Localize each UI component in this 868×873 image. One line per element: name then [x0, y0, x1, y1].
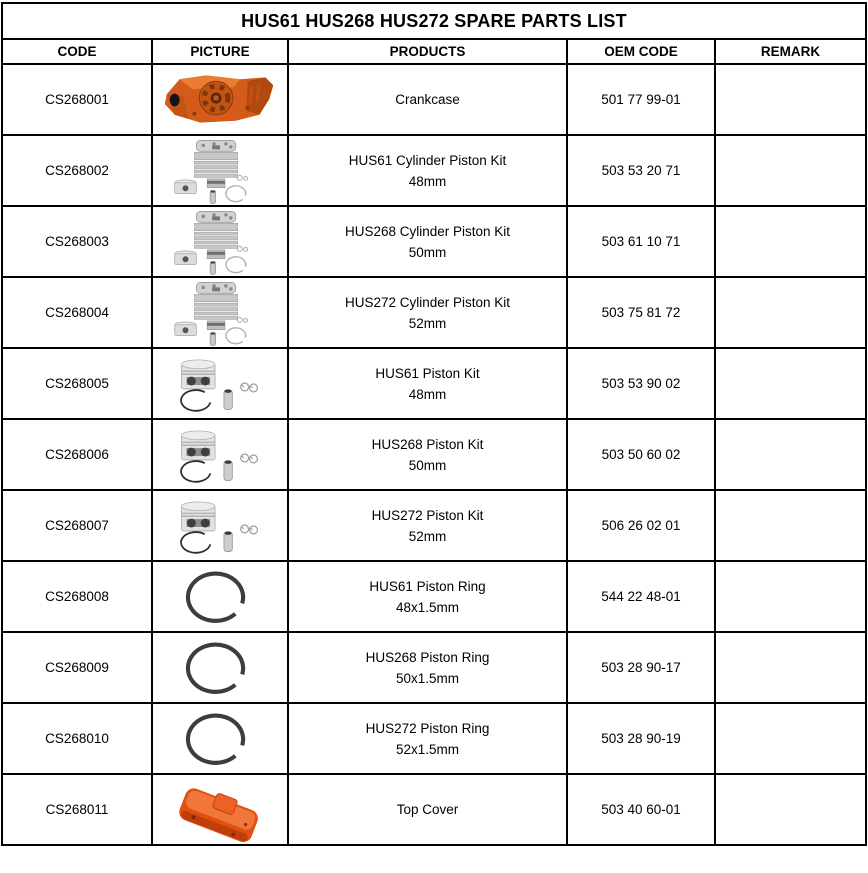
column-header-row: [2, 39, 866, 64]
table-row: [2, 206, 866, 277]
product-name: HUS272 Piston Ring: [365, 720, 490, 736]
product-name: Crankcase: [395, 92, 460, 107]
piston-ring-image: [153, 563, 287, 631]
part-picture-cell: [152, 703, 288, 774]
piston-ring-image: [153, 634, 287, 702]
part-product: [288, 632, 567, 703]
part-remark: [715, 632, 866, 703]
part-product: [288, 490, 567, 561]
product-size: 50mm: [408, 244, 447, 260]
part-oem-code: 503 75 81 72: [567, 277, 715, 348]
part-product: [288, 277, 567, 348]
product-name: HUS272 Cylinder Piston Kit: [344, 294, 511, 310]
product-name: HUS61 Piston Ring: [369, 578, 486, 594]
part-code: CS268002: [2, 135, 152, 206]
table-row: [2, 561, 866, 632]
piston-kit-image: [153, 350, 287, 418]
part-oem-code: 503 28 90-17: [567, 632, 715, 703]
part-picture-cell: [152, 64, 288, 135]
product-name: HUS61 Cylinder Piston Kit: [348, 152, 507, 168]
part-product: [288, 135, 567, 206]
part-oem-code: 503 61 10 71: [567, 206, 715, 277]
part-picture-cell: [152, 277, 288, 348]
part-remark: [715, 64, 866, 135]
part-code: CS268005: [2, 348, 152, 419]
product-size: 52x1.5mm: [395, 741, 460, 757]
cylinder-piston-kit-image: [153, 208, 287, 276]
product-size: 52mm: [408, 528, 447, 544]
product-name: HUS268 Cylinder Piston Kit: [344, 223, 511, 239]
part-oem-code: 506 26 02 01: [567, 490, 715, 561]
product-size: 50mm: [408, 457, 447, 473]
part-remark: [715, 135, 866, 206]
product-size: 48x1.5mm: [395, 599, 460, 615]
part-product: [288, 774, 567, 845]
col-header-picture: PICTURE: [152, 39, 288, 64]
table-row: [2, 419, 866, 490]
part-picture-cell: [152, 348, 288, 419]
table-row: [2, 774, 866, 845]
product-size: 48mm: [408, 386, 447, 402]
table-row: [2, 135, 866, 206]
part-picture-cell: [152, 774, 288, 845]
top-cover-image: [153, 776, 287, 844]
part-product: [288, 348, 567, 419]
product-name: HUS61 Piston Kit: [375, 365, 480, 381]
part-code: CS268003: [2, 206, 152, 277]
part-code: CS268004: [2, 277, 152, 348]
table-row: [2, 703, 866, 774]
product-name: HUS268 Piston Kit: [371, 436, 484, 452]
part-product: [288, 64, 567, 135]
part-oem-code: 503 53 20 71: [567, 135, 715, 206]
part-picture-cell: [152, 206, 288, 277]
part-remark: [715, 348, 866, 419]
part-oem-code: 544 22 48-01: [567, 561, 715, 632]
cylinder-piston-kit-image: [153, 137, 287, 205]
part-product: [288, 206, 567, 277]
part-oem-code: 503 28 90-19: [567, 703, 715, 774]
part-code: CS268010: [2, 703, 152, 774]
product-size: 48mm: [408, 173, 447, 189]
part-oem-code: 503 40 60-01: [567, 774, 715, 845]
part-code: CS268011: [2, 774, 152, 845]
table-row: [2, 490, 866, 561]
col-header-remark: REMARK: [715, 39, 866, 64]
part-remark: [715, 561, 866, 632]
part-product: [288, 419, 567, 490]
title-row: [2, 3, 866, 39]
part-code: CS268008: [2, 561, 152, 632]
spare-parts-table: [1, 2, 867, 846]
table-row: [2, 277, 866, 348]
part-oem-code: 501 77 99-01: [567, 64, 715, 135]
part-picture-cell: [152, 135, 288, 206]
part-remark: [715, 774, 866, 845]
col-header-products: PRODUCTS: [288, 39, 567, 64]
part-remark: [715, 490, 866, 561]
product-name: HUS268 Piston Ring: [365, 649, 490, 665]
col-header-code: CODE: [2, 39, 152, 64]
part-remark: [715, 703, 866, 774]
part-product: [288, 703, 567, 774]
part-remark: [715, 277, 866, 348]
col-header-oem-code: OEM CODE: [567, 39, 715, 64]
page-title: HUS61 HUS268 HUS272 SPARE PARTS LIST: [2, 3, 866, 39]
part-oem-code: 503 53 90 02: [567, 348, 715, 419]
piston-kit-image: [153, 421, 287, 489]
piston-kit-image: [153, 492, 287, 560]
part-oem-code: 503 50 60 02: [567, 419, 715, 490]
product-name: Top Cover: [396, 802, 459, 817]
table-row: [2, 632, 866, 703]
part-remark: [715, 206, 866, 277]
cylinder-piston-kit-image: [153, 279, 287, 347]
part-product: [288, 561, 567, 632]
product-name: HUS272 Piston Kit: [371, 507, 484, 523]
part-picture-cell: [152, 632, 288, 703]
table-row: [2, 64, 866, 135]
part-picture-cell: [152, 419, 288, 490]
part-code: CS268009: [2, 632, 152, 703]
part-code: CS268007: [2, 490, 152, 561]
product-size: 52mm: [408, 315, 447, 331]
part-code: CS268001: [2, 64, 152, 135]
crankcase-image: [153, 66, 287, 134]
table-row: [2, 348, 866, 419]
part-remark: [715, 419, 866, 490]
part-picture-cell: [152, 561, 288, 632]
part-code: CS268006: [2, 419, 152, 490]
product-size: 50x1.5mm: [395, 670, 460, 686]
piston-ring-image: [153, 705, 287, 773]
part-picture-cell: [152, 490, 288, 561]
